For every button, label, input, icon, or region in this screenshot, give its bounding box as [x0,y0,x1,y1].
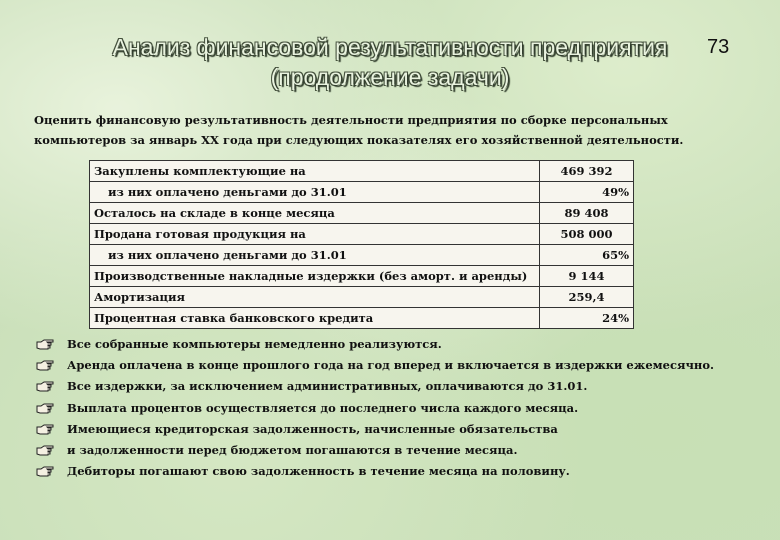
pointing-hand-icon [36,466,54,477]
row-value: 49% [540,182,634,203]
list-item [34,440,764,461]
row-value: 259,4 [540,287,634,308]
list-item [34,461,764,482]
page-number: 73 [707,36,730,58]
table-row [90,245,634,266]
row-label: Закуплены комплектующие на [90,161,540,182]
list-item-text: и задолженности перед бюджетом погашаются в течение месяца. [67,443,518,458]
pointing-hand-icon [36,381,54,392]
list-item-text: Выплата процентов осуществляется до последнего числа каждого месяца. [67,400,579,415]
row-value: 469 392 [540,161,634,182]
slide-title-line-1: Анализ финансовой результативности предприятия [112,34,668,60]
pointing-hand-icon [36,403,54,414]
row-value: 9 144 [540,266,634,287]
table-row [90,161,634,182]
list-item [34,376,764,397]
row-label: Процентная ставка банковского кредита [90,308,540,329]
slide-title [0,32,780,92]
list-item-text: Имеющиеся кредиторская задолженность, начисленные обязательства [67,421,558,436]
pointing-hand-icon [36,339,54,350]
list-item-text: Все издержки, за исключением административных, оплачиваются до 31.01. [67,379,588,394]
table-row [90,224,634,245]
table-row [90,287,634,308]
row-label: Амортизация [90,287,540,308]
list-item-text: Дебиторы погашают свою задолженность в течение месяца на половину. [67,464,570,479]
task-description-line-2: компьютеров за январь ХХ года при следующих показателях его хозяйственной деятельности. [34,133,684,147]
row-label: Осталось на складе в конце месяца [90,203,540,224]
list-item-text: Аренда оплачена в конце прошлого года на год вперед и включается в издержки ежемесячно. [67,358,714,373]
row-value: 89 408 [540,203,634,224]
task-description-line-1: Оценить финансовую результативность деятельности предприятия по сборке персональных [34,113,668,127]
pointing-hand-icon [36,445,54,456]
task-description [34,110,754,150]
table-row [90,308,634,329]
list-item [34,334,764,355]
row-label: Продана готовая продукция на [90,224,540,245]
list-item [34,355,764,376]
row-label: из них оплачено деньгами до 31.01 [90,182,540,203]
row-value: 24% [540,308,634,329]
row-value: 65% [540,245,634,266]
row-label: из них оплачено деньгами до 31.01 [90,245,540,266]
table-row [90,266,634,287]
list-item [34,419,764,440]
row-value: 508 000 [540,224,634,245]
slide-title-line-2: (продолжение задачи) [270,64,510,90]
conditions-list [34,334,764,482]
table-row [90,203,634,224]
table-row [90,182,634,203]
pointing-hand-icon [36,424,54,435]
list-item-text: Все собранные компьютеры немедленно реализуются. [67,337,442,351]
pointing-hand-icon [36,360,54,371]
list-item [34,398,764,419]
indicators-table [89,160,634,329]
row-label: Производственные накладные издержки (без аморт. и аренды) [90,266,540,287]
